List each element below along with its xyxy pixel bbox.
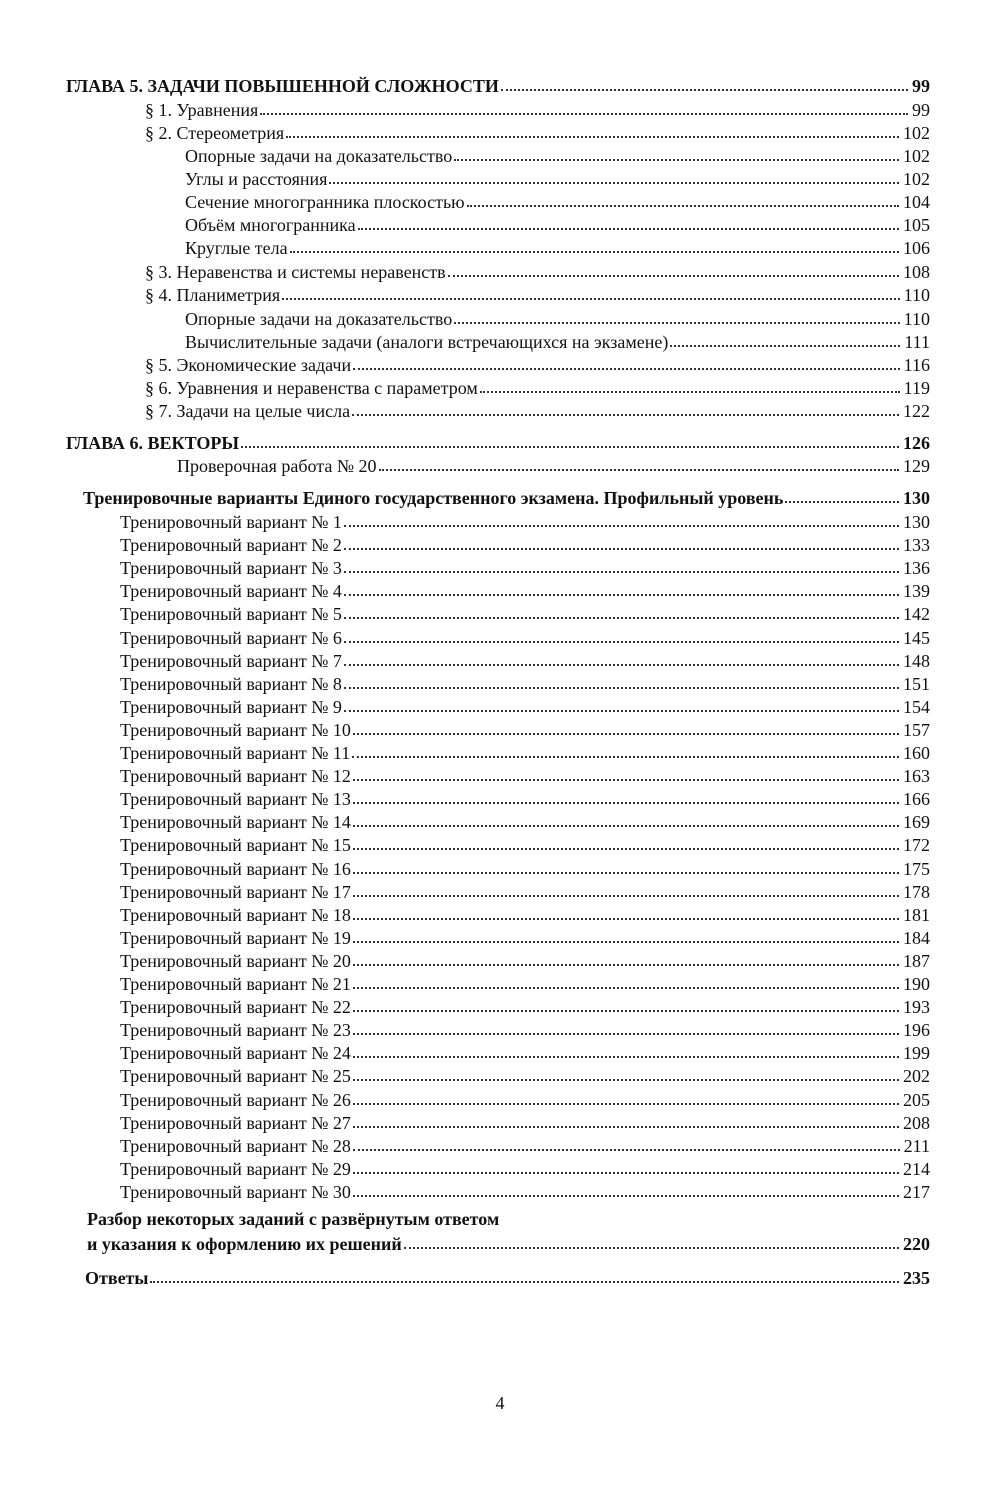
toc-entry-page: 160	[903, 743, 930, 763]
toc-entry-label: § 5. Экономические задачи	[145, 355, 352, 375]
toc-entry-page: 104	[903, 192, 930, 212]
toc-entry-label: Тренировочный вариант № 13	[120, 789, 351, 810]
dot-leader	[353, 1126, 899, 1128]
toc-entry	[185, 142, 930, 166]
toc-entry-label: Тренировочный вариант № 18	[120, 904, 351, 925]
toc-entry-label: § 6. Уравнения и неравенства с параметром	[145, 378, 478, 398]
dot-leader	[344, 641, 899, 643]
toc-entry-label: Тренировочный вариант № 8	[120, 673, 342, 694]
toc-entry	[120, 1178, 930, 1202]
chapter-6-heading-label: ГЛАВА 6. ВЕКТОРЫ	[66, 433, 240, 453]
analysis-heading-line2-label: и указания к оформлению их решений	[87, 1234, 402, 1254]
dot-leader	[353, 1195, 899, 1197]
answers-heading-label: Ответы	[85, 1268, 149, 1288]
toc-entry	[120, 670, 930, 694]
toc-entry-label: Тренировочный вариант № 7	[120, 650, 342, 671]
toc-entry-label: Тренировочный вариант № 15	[120, 835, 351, 856]
toc-entry	[145, 119, 930, 143]
dot-leader	[329, 182, 899, 184]
dot-leader	[286, 136, 899, 138]
toc-entry-label: Тренировочный вариант № 23	[120, 1020, 351, 1041]
toc-entry	[120, 647, 930, 671]
dot-leader	[344, 548, 899, 550]
toc-entry-label: Тренировочный вариант № 29	[120, 1158, 351, 1179]
analysis-heading-line2	[87, 1230, 930, 1254]
toc-entry-page: 208	[903, 1112, 930, 1133]
toc-entry	[120, 947, 930, 971]
toc-entry-page: 154	[903, 696, 930, 717]
toc-entry	[120, 762, 930, 786]
toc-entry-page: 196	[903, 1020, 930, 1041]
dot-leader	[260, 113, 908, 115]
toc-entry-page: 166	[903, 789, 930, 810]
dot-leader	[404, 1247, 899, 1249]
dot-leader	[352, 414, 899, 416]
toc-entry-label: § 1. Уравнения	[145, 100, 259, 120]
toc-entry-label: Тренировочный вариант № 19	[120, 927, 351, 948]
toc-entry-label: Тренировочный вариант № 10	[120, 719, 351, 740]
toc-entry-label: Опорные задачи на доказательство	[185, 146, 453, 166]
toc-entry-label: Тренировочный вариант № 9	[120, 696, 342, 717]
dot-leader	[353, 918, 899, 920]
toc-entry-label: Тренировочный вариант № 5	[120, 604, 342, 625]
toc-entry	[120, 693, 930, 717]
toc-entry-page: 184	[903, 927, 930, 948]
toc-entry	[120, 855, 930, 879]
dot-leader	[353, 802, 899, 804]
toc-entry-label: Тренировочный вариант № 20	[120, 950, 351, 971]
toc-entry-label: § 2. Стереометрия	[145, 123, 285, 143]
toc-entry	[145, 258, 930, 282]
dot-leader	[344, 710, 899, 712]
toc-entry	[120, 808, 930, 832]
toc-entry-page: 116	[903, 355, 930, 375]
dot-leader	[501, 89, 908, 91]
toc-entry-page: 190	[903, 974, 930, 994]
toc-entry-label: Опорные задачи на доказательство	[185, 309, 453, 329]
toc-entry-label: Тренировочный вариант № 27	[120, 1112, 351, 1133]
dot-leader	[344, 594, 899, 596]
dot-leader	[282, 298, 900, 300]
dot-leader	[454, 322, 899, 324]
dot-leader	[353, 1010, 899, 1012]
toc-entry	[120, 716, 930, 740]
toc-entry-page: 102	[903, 123, 930, 143]
chapter-5-heading-label: ГЛАВА 5. ЗАДАЧИ ПОВЫШЕННОЙ СЛОЖНОСТИ	[66, 76, 499, 96]
chapter-5-heading-page: 99	[912, 76, 930, 96]
toc-entry	[120, 1039, 930, 1063]
toc-entry-label: Тренировочный вариант № 2	[120, 535, 342, 556]
toc-entry-page: 205	[903, 1089, 930, 1110]
answers-heading	[85, 1264, 930, 1288]
toc-entry	[120, 624, 930, 648]
toc-entry-label: Вычислительные задачи (аналоги встречающихся на экзамене)	[185, 332, 669, 352]
toc-entry-page: 211	[903, 1135, 930, 1156]
toc-entry-page: 102	[903, 146, 930, 166]
toc-entry-label: § 7. Задачи на целые числа	[145, 401, 351, 421]
dot-leader	[344, 664, 899, 666]
toc-entry-page: 106	[903, 238, 930, 258]
toc-entry-page: 110	[903, 309, 930, 329]
toc-entry-label: Тренировочный вариант № 4	[120, 581, 342, 602]
dot-leader	[358, 228, 899, 230]
page-number: 4	[495, 1393, 505, 1413]
dot-leader	[241, 446, 899, 448]
dot-leader	[353, 895, 899, 897]
dot-leader	[353, 941, 899, 943]
toc-entry	[185, 188, 930, 212]
toc-entry-label: Тренировочный вариант № 28	[120, 1135, 351, 1156]
toc-entry-page: 175	[903, 858, 930, 879]
dot-leader	[353, 368, 900, 370]
toc-entry-page: 111	[904, 332, 930, 352]
dot-leader	[353, 1079, 899, 1081]
dot-leader	[448, 275, 899, 277]
dot-leader	[353, 1056, 899, 1058]
dot-leader	[353, 825, 899, 827]
toc-entry-page: 110	[903, 285, 930, 305]
toc-entry-label: Тренировочный вариант № 3	[120, 558, 342, 579]
answers-heading-page: 235	[903, 1268, 930, 1288]
analysis-heading-line1: Разбор некоторых заданий с развёрнутым ответом	[87, 1209, 500, 1229]
dot-leader	[353, 987, 899, 989]
toc-entry-page: 119	[903, 378, 930, 398]
toc-entry-label: Сечение многогранника плоскостью	[185, 192, 465, 212]
toc-entry	[145, 397, 930, 421]
toc-entry-page: 172	[903, 835, 930, 856]
toc-entry-page: 169	[903, 812, 930, 833]
toc-entry-label: Тренировочный вариант № 1	[120, 512, 342, 532]
toc-entry-label: Тренировочный вариант № 12	[120, 766, 351, 787]
dot-leader	[344, 617, 899, 619]
toc-entry-page: 187	[903, 950, 930, 971]
chapter-5-heading	[66, 72, 930, 96]
dot-leader	[467, 205, 899, 207]
toc-entry	[120, 878, 930, 902]
toc-entry-label: Тренировочный вариант № 16	[120, 858, 351, 879]
toc-entry-page: 151	[903, 673, 930, 694]
toc-entry-page: 148	[903, 650, 930, 671]
dot-leader	[344, 571, 899, 573]
dot-leader	[290, 251, 899, 253]
toc-entry	[177, 452, 930, 476]
toc-entry-label: Тренировочный вариант № 30	[120, 1181, 351, 1202]
dot-leader	[353, 779, 899, 781]
toc-entry	[145, 351, 930, 375]
dot-leader	[344, 525, 899, 527]
dot-leader	[352, 756, 899, 758]
training-heading	[83, 484, 930, 508]
toc-entry	[185, 165, 930, 189]
toc-entry	[120, 531, 930, 555]
toc-entry	[120, 577, 930, 601]
toc-entry-label: Тренировочный вариант № 24	[120, 1043, 351, 1064]
toc-entry	[120, 554, 930, 578]
dot-leader	[344, 687, 899, 689]
toc-entry-label: Тренировочный вариант № 21	[120, 974, 351, 994]
toc-entry-label: Тренировочный вариант № 22	[120, 997, 351, 1018]
toc-entry	[185, 305, 930, 329]
toc-entry	[145, 281, 930, 305]
toc-entry-page: 193	[903, 997, 930, 1018]
toc-entry-page: 145	[903, 627, 930, 648]
dot-leader	[454, 159, 899, 161]
toc-entry-page: 99	[912, 100, 930, 120]
dot-leader	[353, 1033, 899, 1035]
toc-entry-page: 130	[903, 512, 930, 532]
toc-entry-page: 139	[903, 581, 930, 602]
toc-entry-page: 178	[903, 881, 930, 902]
toc-entry	[120, 970, 930, 994]
toc-entry-label: Тренировочный вариант № 25	[120, 1066, 351, 1087]
toc-entry-page: 133	[903, 535, 930, 556]
toc-entry-page: 181	[903, 904, 930, 925]
toc-entry	[120, 924, 930, 948]
toc-entry-label: § 4. Планиметрия	[145, 285, 281, 305]
toc-entry	[120, 785, 930, 809]
toc-entry	[120, 1132, 930, 1156]
dot-leader	[480, 391, 900, 393]
toc-entry-page: 102	[903, 169, 930, 189]
dot-leader	[150, 1281, 899, 1283]
toc-entry	[145, 374, 930, 398]
toc-entry	[120, 1109, 930, 1133]
toc-entry-label: Тренировочный вариант № 14	[120, 812, 351, 833]
dot-leader	[353, 1103, 899, 1105]
dot-leader	[785, 501, 899, 503]
toc-entry-label: Тренировочный вариант № 11	[120, 743, 351, 763]
dot-leader	[353, 1149, 900, 1151]
toc-entry	[120, 739, 930, 763]
toc-entry	[185, 328, 930, 352]
toc-entry	[120, 901, 930, 925]
toc-entry-page: 163	[903, 766, 930, 787]
toc-entry	[120, 993, 930, 1017]
dot-leader	[353, 848, 899, 850]
toc-entry	[145, 96, 930, 120]
training-heading-label: Тренировочные варианты Единого государственного экзамена. Профильный уровень	[83, 488, 784, 508]
toc-entry-label: Круглые тела	[185, 238, 288, 258]
dot-leader	[353, 1172, 899, 1174]
toc-entry-page: 108	[903, 262, 930, 282]
toc-entry	[185, 211, 930, 235]
chapter-6-heading-page: 126	[903, 433, 930, 453]
toc-entry	[185, 234, 930, 258]
toc-entry-page: 136	[903, 558, 930, 579]
toc-entry-page: 214	[903, 1158, 930, 1179]
dot-leader	[379, 469, 899, 471]
toc-entry-page: 157	[903, 719, 930, 740]
toc-entry-label: Проверочная работа № 20	[177, 456, 377, 476]
toc-entry	[120, 600, 930, 624]
toc-entry-label: Тренировочный вариант № 17	[120, 881, 351, 902]
dot-leader	[670, 345, 900, 347]
toc-entry-page: 129	[903, 456, 930, 476]
training-heading-page: 130	[903, 488, 930, 508]
toc-entry-label: Тренировочный вариант № 26	[120, 1089, 351, 1110]
toc-entry-page: 142	[903, 604, 930, 625]
toc-entry	[120, 508, 930, 532]
analysis-heading-line2-page: 220	[903, 1234, 930, 1254]
toc-entry	[120, 1086, 930, 1110]
dot-leader	[353, 872, 899, 874]
toc-entry-label: Тренировочный вариант № 6	[120, 627, 342, 648]
toc-entry-page: 199	[903, 1043, 930, 1064]
toc-entry	[120, 1062, 930, 1086]
toc-entry-label: § 3. Неравенства и системы неравенств	[145, 262, 446, 282]
toc-entry-page: 217	[903, 1181, 930, 1202]
toc-entry-page: 202	[903, 1066, 930, 1087]
dot-leader	[353, 964, 899, 966]
toc-entry-label: Объём многогранника	[185, 215, 356, 235]
toc-entry-page: 105	[903, 215, 930, 235]
chapter-6-heading	[66, 429, 930, 453]
toc-entry	[120, 1155, 930, 1179]
toc-entry	[120, 831, 930, 855]
dot-leader	[353, 733, 899, 735]
toc-entry-page: 122	[903, 401, 930, 421]
toc-entry-label: Углы и расстояния	[185, 169, 328, 189]
toc-entry	[120, 1016, 930, 1040]
